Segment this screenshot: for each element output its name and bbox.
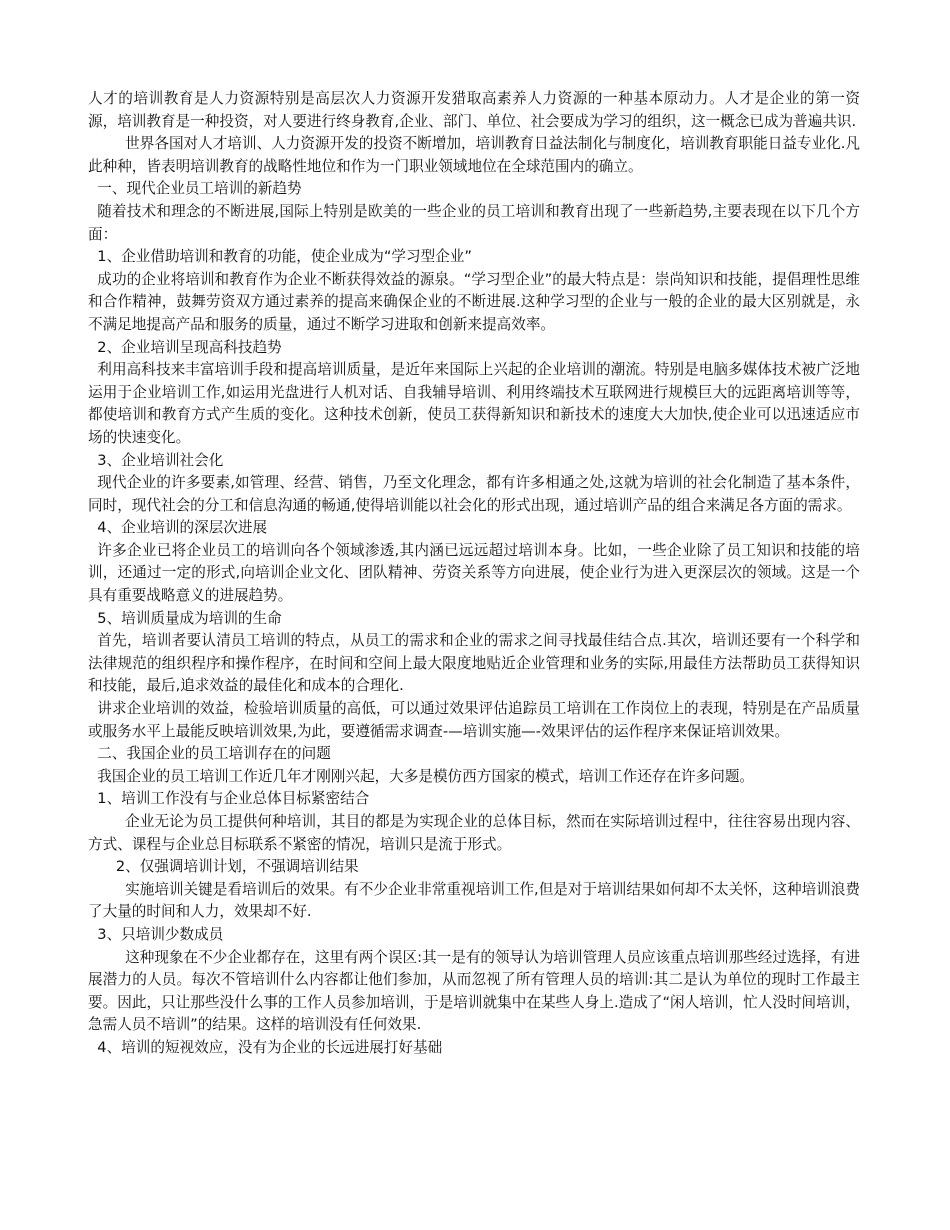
deep-development-paragraph: 许多企业已将企业员工的培训向各个领域渗透,其内涵已远远超过培训本身。比如，一些企业除了员工知识和技能的培训，还通过一定的形式,向培训企业文化、团队精神、劳资关系等方向进展，使企业行为进入更深层次的领域。这是一个具有重要战略意义的进展趋势。 <box>88 541 860 605</box>
high-tech-paragraph: 利用高科技来丰富培训手段和提高培训质量，是近年来国际上兴起的企业培训的潮流。特别是电脑多媒体技术被广泛地运用于企业培训工作,如运用光盘进行人机对话、自我辅导培训、利用终端技术互联网进行规模巨大的远距离培训等等，都使培训和教育方式产生质的变化。这种技术创新，使员工获得新知识和新技术的速度大大加快,使企业可以迅速适应市场的快速变化。 <box>88 361 860 446</box>
goal-alignment-paragraph: 企业无论为员工提供何种培训，其目的都是为实现企业的总体目标，然而在实际培训过程中，往往容易出现内容、方式、课程与企业总目标联系不紧密的情况，培训只是流于形式。 <box>88 813 860 853</box>
socialization-paragraph: 现代企业的许多要素,如管理、经营、销售，乃至文化理念，都有许多相通之处,这就为培训的社会化制造了基本条件，同时，现代社会的分工和信息沟通的畅通,使得培训能以社会化的形式出现，通过培训产品的组合来满足各方面的需求。 <box>88 474 860 514</box>
subheading-learning-enterprise: 1、企业借助培训和教育的功能，使企业成为“学习型企业” <box>97 248 472 266</box>
problems-intro-paragraph: 我国企业的员工培训工作近几年才刚刚兴起，大多是模仿西方国家的模式，培训工作还存在许多问题。 <box>97 767 755 785</box>
subheading-socialization: 3、企业培训社会化 <box>97 451 224 469</box>
subheading-quality: 5、培训质量成为培训的生命 <box>97 609 282 627</box>
quality-paragraph: 首先，培训者要认清员工培训的特点，从员工的需求和企业的需求之间寻找最佳结合点.其次，培训还要有一个科学和法律规范的组织程序和操作程序，在时间和空间上最大限度地贴近企业管理和业务的实际,用最佳方法帮助员工获得知识和技能，最后,追求效益的最佳化和成本的合理化. <box>88 632 860 695</box>
section-heading-new-trends: 一、现代企业员工培训的新趋势 <box>97 180 302 198</box>
section-heading-problems: 二、我国企业的员工培训存在的问题 <box>97 745 331 763</box>
subheading-few-members: 3、只培训少数成员 <box>97 925 224 943</box>
subheading-goal-alignment: 1、培训工作没有与企业总体目标紧密结合 <box>97 790 370 808</box>
few-members-paragraph: 这种现象在不少企业都存在，这里有两个误区:其一是有的领导认为培训管理人员应该重点培训那些经过选择，有进展潜力的人员。每次不管培训什么内容都让他们参加，从而忽视了所有管理人员的培训:其二是认为单位的现时工作最主要。因此，只让那些没什么事的工作人员参加培训，于是培训就集中在某些人身上.造成了“闲人培训，忙人没时间培训，急需人员不培训”的结果。这样的培训没有任何效果. <box>88 948 860 1034</box>
plan-vs-result-paragraph: 实施培训关键是看培训后的效果。有不少企业非常重视培训工作,但是对于培训结果如何却不太关怀，这种培训浪费了大量的时间和人力，效果却不好. <box>88 880 860 921</box>
learning-enterprise-paragraph: 成功的企业将培训和教育作为企业不断获得效益的源泉。“学习型企业”的最大特点是：崇尚知识和技能，提倡理性思维和合作精神，鼓舞劳资双方通过素养的提高来确保企业的不断进展.这种学习型的企业与一般的企业的最大区别就是，永不满足地提高产品和服务的质量，通过不断学习进取和创新来提高效率。 <box>88 270 860 333</box>
trends-intro-paragraph: 随着技术和理念的不断进展,国际上特别是欧美的一些企业的员工培训和教育出现了一些新趋势,主要表现在以下几个方面： <box>88 202 860 243</box>
global-trend-paragraph: 世界各国对人才培训、人力资源开发的投资不断增加，培训教育日益法制化与制度化，培训教育职能日益专业化.凡此种种，皆表明培训教育的战略性地位和作为一门职业领域地位在全球范围内的确立。 <box>88 135 860 175</box>
effectiveness-paragraph: 讲求企业培训的效益，检验培训质量的高低，可以通过效果评估追踪员工培训在工作岗位上的表现，特别是在产品质量或服务水平上最能反映培训效果,为此，要遵循需求调查-—培训实施—-效果评估的运作程序来保证培训效果。 <box>88 700 860 740</box>
subheading-short-sighted: 4、培训的短视效应，没有为企业的长远进展打好基础 <box>97 1038 443 1056</box>
document-page <box>88 88 860 1060</box>
subheading-deep-development: 4、企业培训的深层次进展 <box>97 519 268 537</box>
subheading-high-tech: 2、企业培训呈现高科技趋势 <box>97 338 282 356</box>
subheading-plan-vs-result: 2、仅强调培训计划，不强调培训结果 <box>115 858 359 876</box>
intro-paragraph: 人才的培训教育是人力资源特别是高层次人力资源开发猎取高素养人力资源的一种基本原动力。人才是企业的第一资源，培训教育是一种投资，对人要进行终身教育,企业、部门、单位、社会要成为学习的组织，这一概念已成为普遍共识. <box>88 90 860 130</box>
